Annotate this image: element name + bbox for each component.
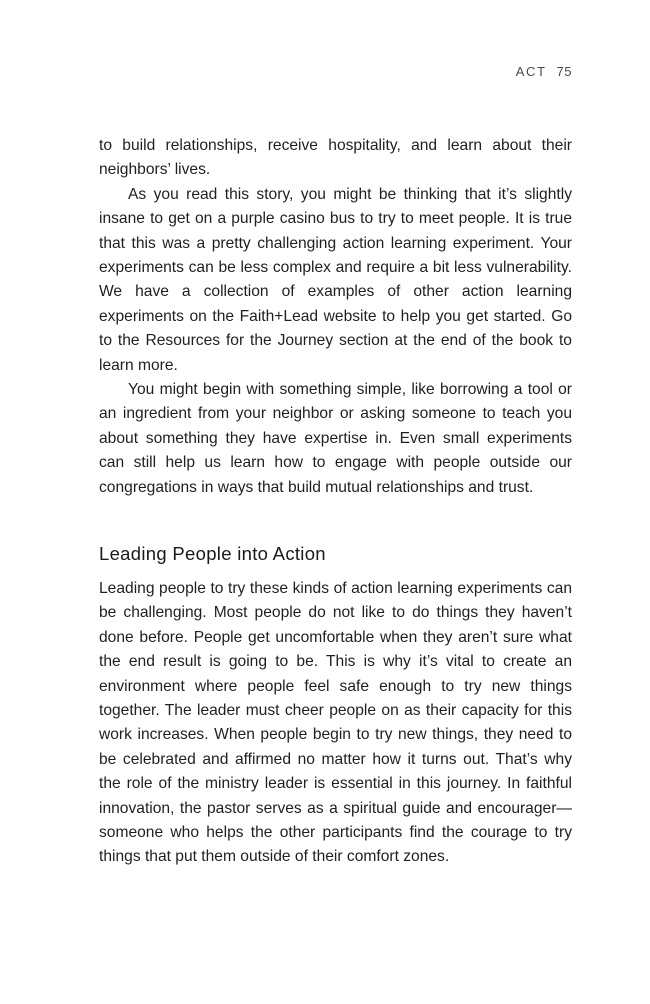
running-head-title: ACT [515, 64, 547, 79]
body-text-section [99, 577, 572, 870]
paragraph-leading-people: Leading people to try these kinds of action learning experiments can be challenging. Most people do not like to do things they haven’t done before. People get uncomfortable when they aren’t sure what the end result is going to be. This is why it’s vital to create an environment where people feel safe enough to try new things together. The leader must cheer people on as their capacity for this work increases. When people begin to try new things, they need to be celebrated and affirmed no matter how it turns out. That’s why the role of the ministry leader is essential in this journey. In faithful innovation, the pastor serves as a spiritual guide and encourager—someone who helps the other participants find the courage to try things that put them outside of their comfort zones. [99, 580, 572, 866]
body-text-top [99, 134, 572, 500]
section-heading: Leading People into Action [99, 543, 326, 564]
paragraph-simple-experiments: You might begin with something simple, like borrowing a tool or an ingredient from your neighbor or asking someone to teach you about something they have expertise in. Even small experiments can still help us learn how to engage with people outside our congregations in ways that build mutual relationships and trust. [99, 381, 572, 496]
paragraph-casino-bus: As you read this story, you might be thinking that it’s slightly insane to get on a purple casino bus to try to meet people. It is true that this was a pretty challenging action learning experiment. Your experiments can be less complex and require a bit less vulnerability. We have a collection of examples of other action learning experiments on the Faith+Lead website to help you get started. Go to the Resources for the Journey section at the end of the book to learn more. [99, 185, 572, 374]
running-head [516, 64, 572, 79]
paragraph-continuation: to build relationships, receive hospitality, and learn about their neighbors’ lives. [99, 137, 572, 179]
page-number: 75 [556, 64, 572, 79]
